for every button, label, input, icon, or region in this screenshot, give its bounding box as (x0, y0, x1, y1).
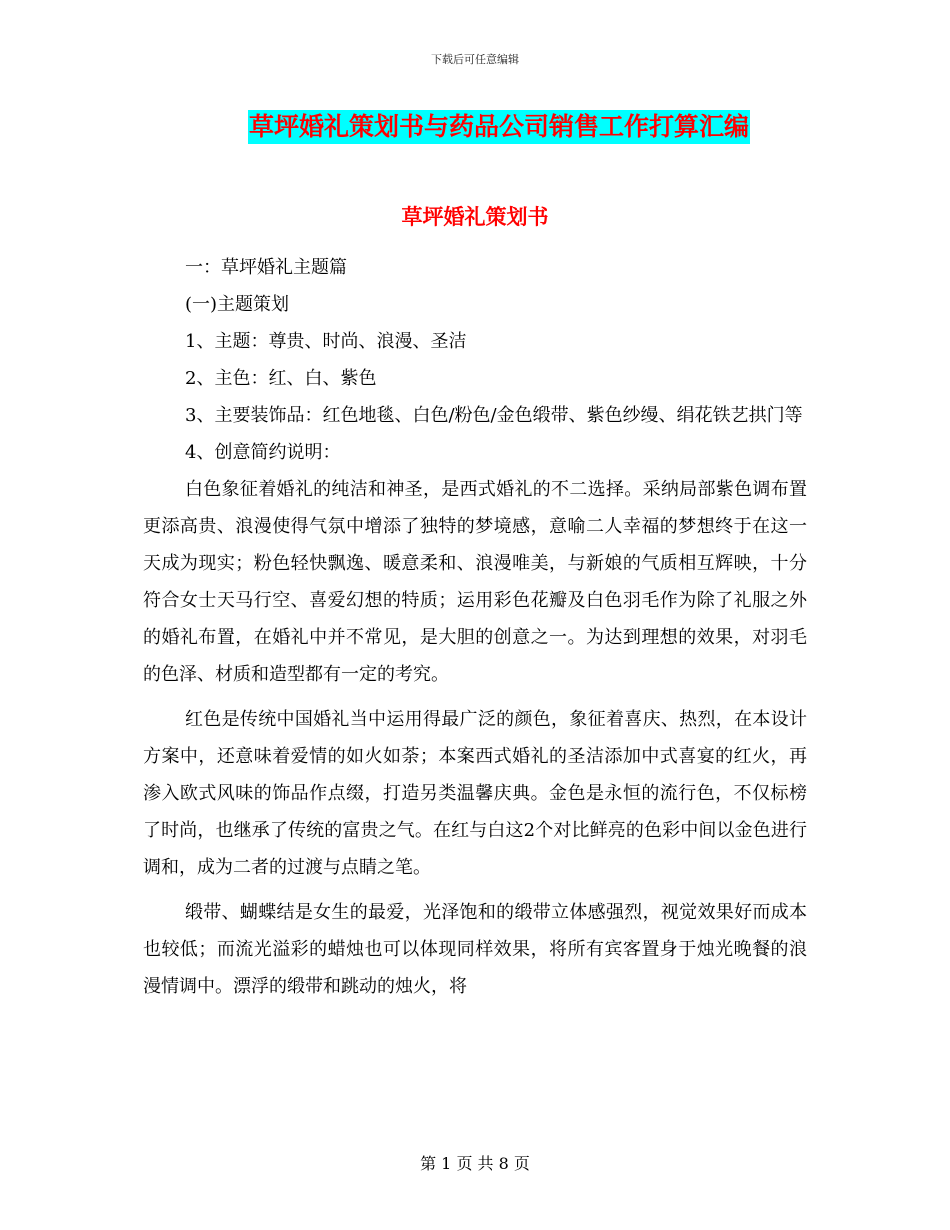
paragraph-item-theme: 1、主题：尊贵、时尚、浪漫、圣洁 (185, 331, 467, 352)
document-title: 草坪婚礼策划书与药品公司销售工作打算汇编 (248, 110, 750, 144)
page-header-note: 下载后可任意编辑 (431, 53, 519, 66)
paragraph-item-creative-note: 4、创意简约说明： (185, 442, 341, 463)
paragraph-ribbon: 缎带、蝴蝶结是女生的最爱，光泽饱和的缎带立体感强烈，视觉效果好而成本也较低；而流光溢彩的蜡烛也可以体现同样效果，将所有宾客置身于烛光晚餐的浪漫情调中。漂浮的缎带和跳动的烛火，将 (143, 902, 807, 997)
paragraph-heading-theme: 一：草坪婚礼主题篇 (185, 257, 347, 278)
paragraph-red-color: 红色是传统中国婚礼当中运用得最广泛的颜色，象征着喜庆、热烈，在本设计方案中，还意味着爱情的如火如荼；本案西式婚礼的圣洁添加中式喜宴的红火，再渗入欧式风味的饰品作点缀，打造另类温馨庆典。金色是永恒的流行色，不仅标榜了时尚，也继承了传统的富贵之气。在红与白这2个对比鲜亮的色彩中间以金色进行调和，成为二者的过渡与点睛之笔。 (143, 709, 807, 878)
page-number: 第 1 页 共 8 页 (420, 1154, 530, 1173)
document-title-container (0, 110, 950, 144)
section-title: 草坪婚礼策划书 (401, 205, 549, 229)
paragraph-item-main-color: 2、主色：红、白、紫色 (185, 368, 377, 389)
paragraph-white-color: 白色象征着婚礼的纯洁和神圣，是西式婚礼的不二选择。采纳局部紫色调布置更添高贵、浪漫使得气氛中增添了独特的梦境感，意喻二人幸福的梦想终于在这一天成为现实；粉色轻快飘逸、暖意柔和、浪漫唯美，与新娘的气质相互辉映，十分符合女士天马行空、喜爱幻想的特质；运用彩色花瓣及白色羽毛作为除了礼服之外的婚礼布置，在婚礼中并不常见，是大胆的创意之一。为达到理想的效果，对羽毛的色泽、材质和造型都有一定的考究。 (143, 479, 807, 685)
document-body (143, 249, 807, 1005)
paragraph-subheading-theme-planning: (一)主题策划 (185, 294, 290, 315)
paragraph-item-decorations: 3、主要装饰品：红色地毯、白色/粉色/金色缎带、紫色纱缦、绢花铁艺拱门等 (185, 405, 803, 426)
